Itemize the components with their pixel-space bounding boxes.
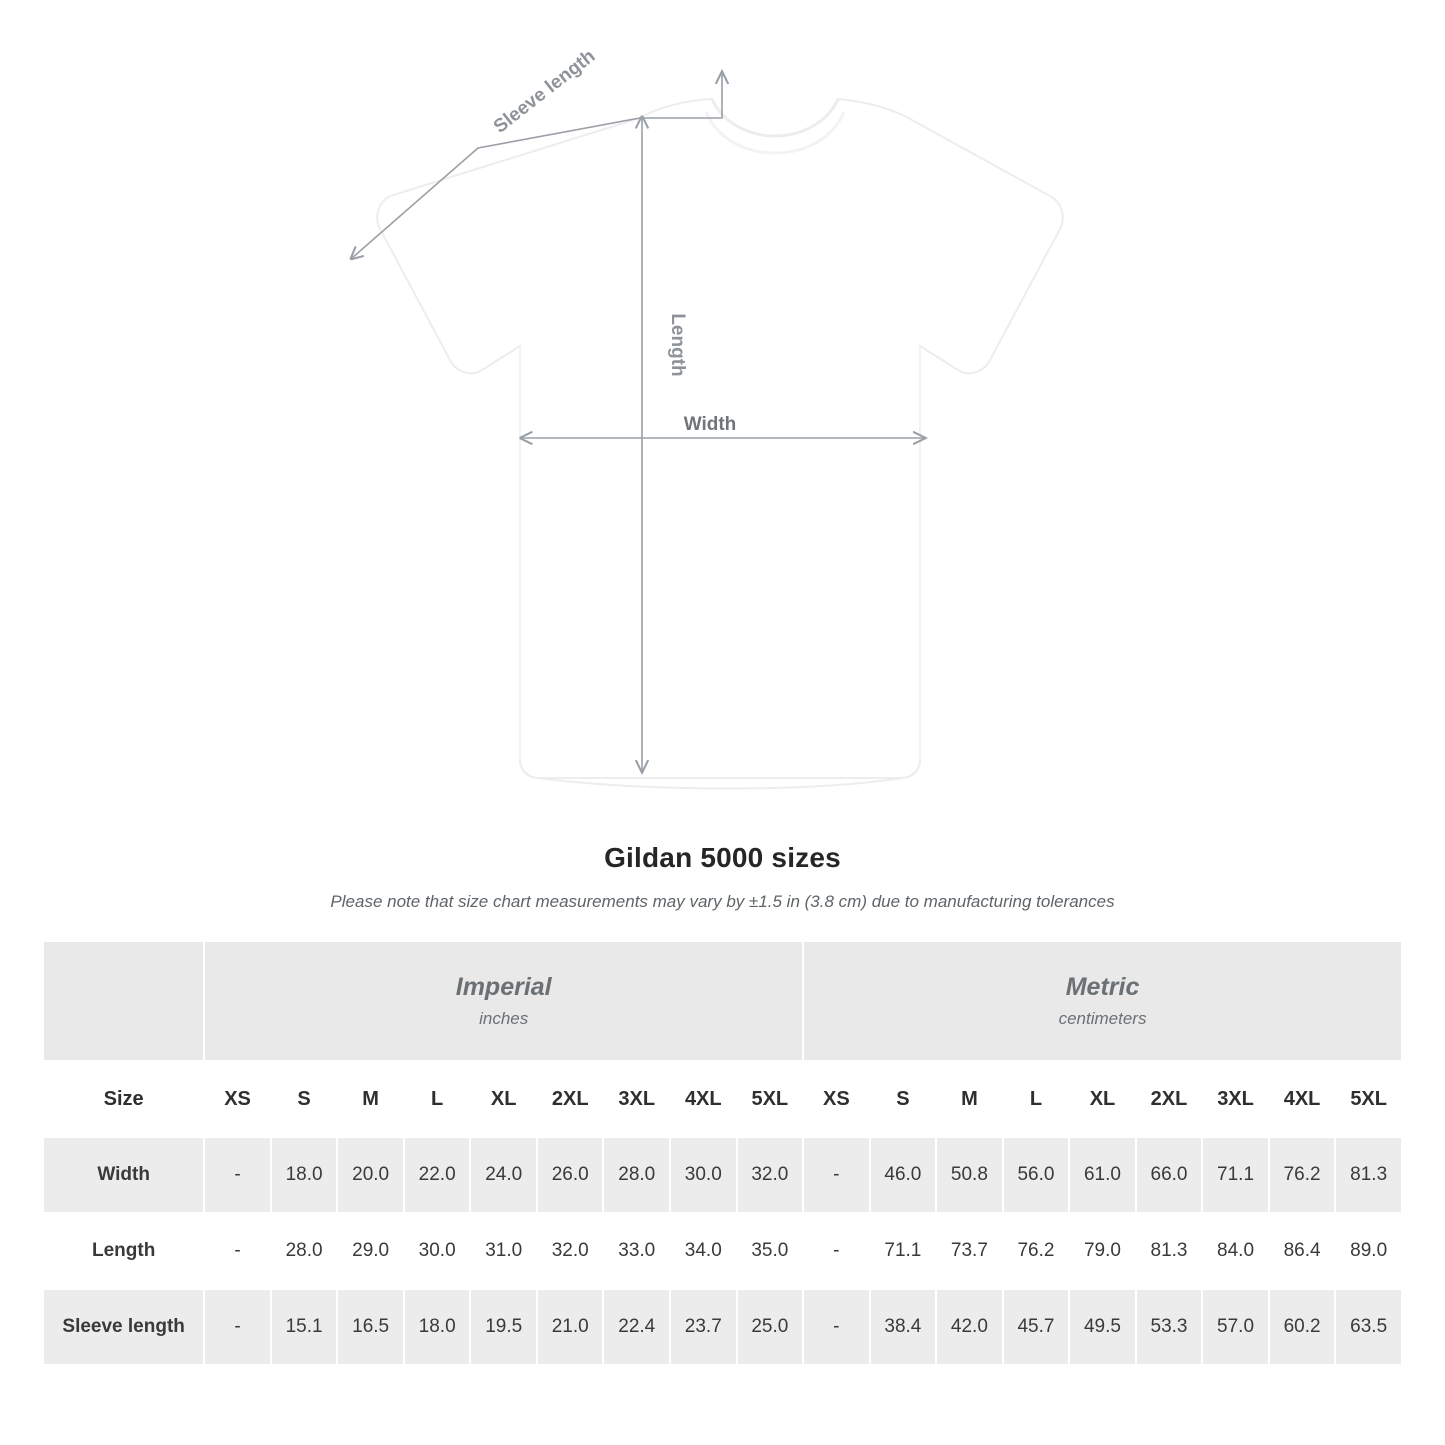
size-col-imperial-xs: XS bbox=[204, 1061, 271, 1137]
cell-width-imperial-xl: 24.0 bbox=[470, 1137, 537, 1213]
unit-name-imperial: Imperial bbox=[455, 972, 552, 1001]
cell-width-metric-l: 56.0 bbox=[1003, 1137, 1070, 1213]
cell-width-metric-5xl: 81.3 bbox=[1335, 1137, 1402, 1213]
cell-length-metric-5xl: 89.0 bbox=[1335, 1213, 1402, 1289]
cell-width-metric-s: 46.0 bbox=[870, 1137, 937, 1213]
cell-sleeve-imperial-5xl: 25.0 bbox=[737, 1289, 804, 1365]
cell-length-metric-2xl: 81.3 bbox=[1136, 1213, 1203, 1289]
table-row bbox=[43, 1137, 1402, 1213]
size-table bbox=[42, 940, 1403, 1366]
cell-width-imperial-2xl: 26.0 bbox=[537, 1137, 604, 1213]
unit-sub-metric: centimeters bbox=[1058, 1009, 1147, 1029]
row-label-header: Size bbox=[43, 1061, 204, 1137]
size-col-metric-4xl: 4XL bbox=[1269, 1061, 1336, 1137]
size-col-metric-xl: XL bbox=[1069, 1061, 1136, 1137]
size-col-imperial-5xl: 5XL bbox=[737, 1061, 804, 1137]
table-row bbox=[43, 1289, 1402, 1365]
cell-length-metric-l: 76.2 bbox=[1003, 1213, 1070, 1289]
cell-length-imperial-4xl: 34.0 bbox=[670, 1213, 737, 1289]
cell-sleeve-imperial-m: 16.5 bbox=[337, 1289, 404, 1365]
cell-sleeve-metric-l: 45.7 bbox=[1003, 1289, 1070, 1365]
cell-length-imperial-3xl: 33.0 bbox=[603, 1213, 670, 1289]
cell-length-metric-3xl: 84.0 bbox=[1202, 1213, 1269, 1289]
unit-sub-imperial: inches bbox=[479, 1009, 529, 1029]
cell-width-metric-m: 50.8 bbox=[936, 1137, 1003, 1213]
cell-sleeve-metric-s: 38.4 bbox=[870, 1289, 937, 1365]
length-label: Length bbox=[667, 313, 688, 377]
cell-width-metric-2xl: 66.0 bbox=[1136, 1137, 1203, 1213]
cell-width-metric-xl: 61.0 bbox=[1069, 1137, 1136, 1213]
cell-width-imperial-4xl: 30.0 bbox=[670, 1137, 737, 1213]
cell-length-imperial-l: 30.0 bbox=[404, 1213, 471, 1289]
size-table-wrapper bbox=[42, 940, 1403, 1366]
unit-header-metric bbox=[803, 941, 1402, 1061]
cell-width-imperial-m: 20.0 bbox=[337, 1137, 404, 1213]
row-label-width: Width bbox=[43, 1137, 204, 1213]
cell-sleeve-imperial-3xl: 22.4 bbox=[603, 1289, 670, 1365]
size-col-metric-3xl: 3XL bbox=[1202, 1061, 1269, 1137]
size-col-imperial-2xl: 2XL bbox=[537, 1061, 604, 1137]
cell-sleeve-metric-4xl: 60.2 bbox=[1269, 1289, 1336, 1365]
cell-width-metric-3xl: 71.1 bbox=[1202, 1137, 1269, 1213]
cell-width-imperial-5xl: 32.0 bbox=[737, 1137, 804, 1213]
cell-length-metric-xl: 79.0 bbox=[1069, 1213, 1136, 1289]
unit-header-spacer bbox=[43, 941, 204, 1061]
cell-width-imperial-3xl: 28.0 bbox=[603, 1137, 670, 1213]
cell-sleeve-metric-xs: - bbox=[803, 1289, 870, 1365]
cell-length-imperial-5xl: 35.0 bbox=[737, 1213, 804, 1289]
cell-width-imperial-s: 18.0 bbox=[271, 1137, 338, 1213]
cell-length-metric-xs: - bbox=[803, 1213, 870, 1289]
cell-length-imperial-s: 28.0 bbox=[271, 1213, 338, 1289]
cell-width-imperial-l: 22.0 bbox=[404, 1137, 471, 1213]
cell-sleeve-imperial-s: 15.1 bbox=[271, 1289, 338, 1365]
size-col-imperial-xl: XL bbox=[470, 1061, 537, 1137]
tshirt-shape bbox=[377, 99, 1063, 789]
title-block bbox=[0, 842, 1445, 912]
unit-header-imperial bbox=[204, 941, 803, 1061]
unit-header-row bbox=[43, 941, 1402, 1061]
size-col-imperial-s: S bbox=[271, 1061, 338, 1137]
size-header-row bbox=[43, 1061, 1402, 1137]
size-col-metric-m: M bbox=[936, 1061, 1003, 1137]
size-col-metric-s: S bbox=[870, 1061, 937, 1137]
cell-sleeve-metric-5xl: 63.5 bbox=[1335, 1289, 1402, 1365]
size-col-imperial-4xl: 4XL bbox=[670, 1061, 737, 1137]
size-col-imperial-3xl: 3XL bbox=[603, 1061, 670, 1137]
size-col-imperial-m: M bbox=[337, 1061, 404, 1137]
cell-length-imperial-m: 29.0 bbox=[337, 1213, 404, 1289]
sleeve-length-label: Sleeve length bbox=[489, 45, 600, 138]
size-col-imperial-l: L bbox=[404, 1061, 471, 1137]
size-col-metric-l: L bbox=[1003, 1061, 1070, 1137]
size-col-metric-2xl: 2XL bbox=[1136, 1061, 1203, 1137]
chart-title: Gildan 5000 sizes bbox=[604, 842, 841, 873]
cell-sleeve-metric-xl: 49.5 bbox=[1069, 1289, 1136, 1365]
cell-width-metric-4xl: 76.2 bbox=[1269, 1137, 1336, 1213]
cell-sleeve-imperial-2xl: 21.0 bbox=[537, 1289, 604, 1365]
cell-length-imperial-xl: 31.0 bbox=[470, 1213, 537, 1289]
unit-name-metric: Metric bbox=[1065, 972, 1140, 1001]
cell-sleeve-metric-3xl: 57.0 bbox=[1202, 1289, 1269, 1365]
cell-width-imperial-xs: - bbox=[204, 1137, 271, 1213]
cell-sleeve-imperial-l: 18.0 bbox=[404, 1289, 471, 1365]
cell-width-metric-xs: - bbox=[803, 1137, 870, 1213]
cell-sleeve-imperial-xl: 19.5 bbox=[470, 1289, 537, 1365]
row-label-length: Length bbox=[43, 1213, 204, 1289]
cell-sleeve-metric-2xl: 53.3 bbox=[1136, 1289, 1203, 1365]
table-row bbox=[43, 1213, 1402, 1289]
width-label: Width bbox=[683, 414, 737, 435]
row-label-sleeve-length: Sleeve length bbox=[43, 1289, 204, 1365]
cell-length-imperial-2xl: 32.0 bbox=[537, 1213, 604, 1289]
cell-length-metric-s: 71.1 bbox=[870, 1213, 937, 1289]
size-col-metric-xs: XS bbox=[803, 1061, 870, 1137]
cell-length-metric-m: 73.7 bbox=[936, 1213, 1003, 1289]
size-col-metric-5xl: 5XL bbox=[1335, 1061, 1402, 1137]
cell-sleeve-metric-m: 42.0 bbox=[936, 1289, 1003, 1365]
cell-length-metric-4xl: 86.4 bbox=[1269, 1213, 1336, 1289]
chart-note: Please note that size chart measurements may vary by ±1.5 in (3.8 cm) due to manufacturing tolerances bbox=[330, 892, 1115, 911]
cell-sleeve-imperial-xs: - bbox=[204, 1289, 271, 1365]
cell-sleeve-imperial-4xl: 23.7 bbox=[670, 1289, 737, 1365]
cell-length-imperial-xs: - bbox=[204, 1213, 271, 1289]
